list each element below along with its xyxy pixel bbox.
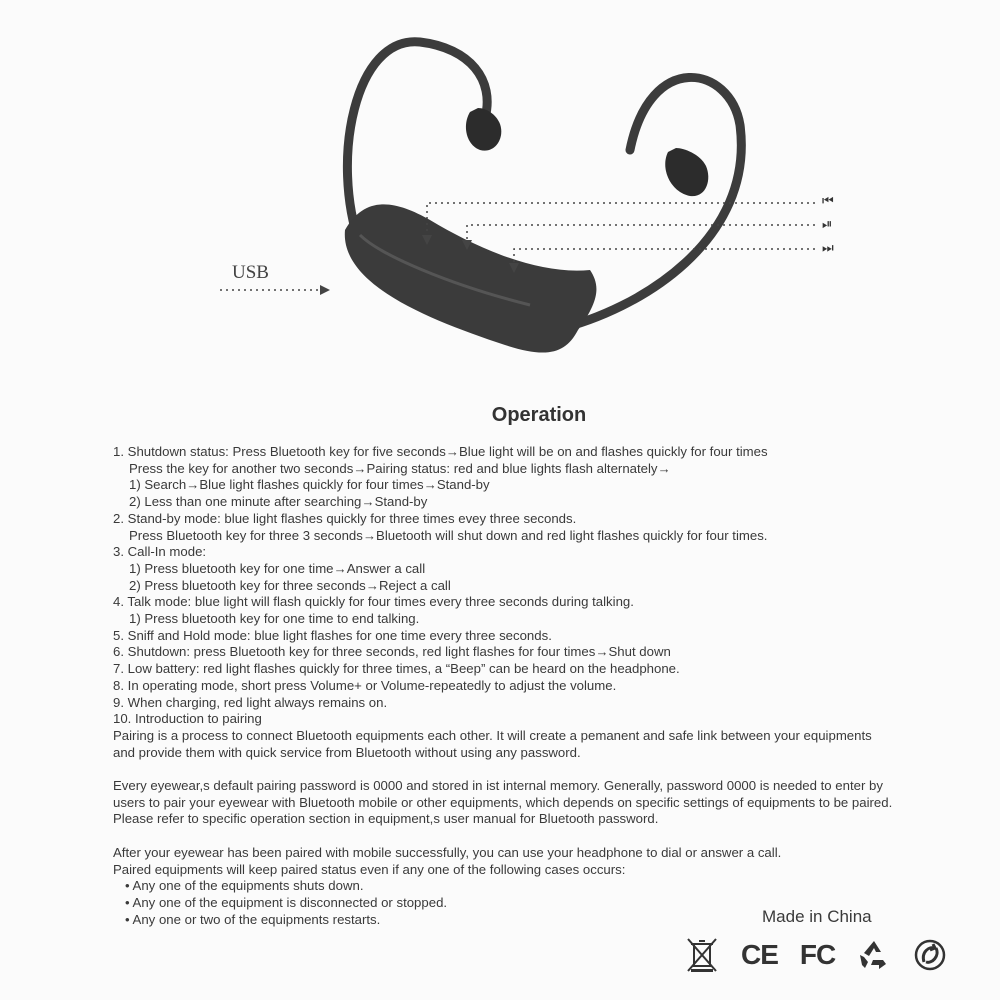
instruction-line: 2) Less than one minute after searching→Stand-by — [129, 494, 428, 510]
right-earbud — [665, 148, 708, 196]
next-track-icon: ⏭ — [822, 241, 832, 256]
instruction-line: • Any one of the equipments shuts down. — [125, 878, 364, 894]
instruction-line: 1) Press bluetooth key for one time to end talking. — [129, 611, 420, 627]
instruction-line: Pairing is a process to connect Bluetooth equipments each other. It will create a pemanent and safe link between your equipments — [113, 727, 872, 743]
instruction-line: 8. In operating mode, short press Volume+ or Volume-repeatedly to adjust the volume. — [113, 677, 617, 693]
instruction-line: Please refer to specific operation section in equipment,s user manual for Bluetooth password. — [113, 811, 659, 827]
instruction-line: users to pair your eyewear with Bluetooth mobile or other equipments, which depends on specific settings of equipments to be paired. — [113, 794, 893, 810]
instruction-line: 1) Press bluetooth key for one time→Answer a call — [129, 560, 426, 576]
instruction-line: Every eyewear,s default pairing password is 0000 and stored in ist internal memory. Generally, password 0000 is needed to enter by — [113, 778, 883, 794]
operation-instructions — [113, 444, 983, 928]
fc-mark: FC — [799, 939, 836, 970]
instruction-line: 9. When charging, red light always remains on. — [113, 694, 388, 710]
instruction-line: 6. Shutdown: press Bluetooth key for three seconds, red light flashes for four times→Shut down — [113, 644, 671, 660]
headphone-diagram — [0, 0, 1000, 390]
instruction-line: • Any one or two of the equipments restarts. — [125, 911, 381, 927]
recycle-icon — [857, 938, 891, 972]
instruction-line: 1) Search→Blue light flashes quickly for four times→Stand-by — [129, 477, 490, 493]
weee-bin-icon — [685, 937, 719, 973]
instruction-line: 10. Introduction to pairing — [113, 711, 262, 727]
instruction-line: After your eyewear has been paired with mobile successfully, you can use your headphone to dial or answer a call. — [113, 844, 782, 860]
instruction-line: Press Bluetooth key for three 3 seconds→Bluetooth will shut down and red light flashes quickly for four times. — [129, 527, 768, 543]
instruction-line: 2) Press bluetooth key for three seconds→Reject a call — [129, 577, 451, 593]
usb-label: USB — [232, 262, 269, 283]
instruction-line: and provide them with quick service from Bluetooth without using any password. — [113, 744, 581, 760]
instruction-line — [113, 761, 983, 778]
ce-mark: CE — [741, 939, 778, 970]
play-pause-icon: ⏯ — [822, 217, 831, 232]
instruction-line: Press the key for another two seconds→Pairing status: red and blue lights flash alternately→ — [129, 460, 671, 476]
instruction-line: 3. Call-In mode: — [113, 544, 207, 560]
instruction-line: • Any one of the equipment is disconnected or stopped. — [125, 894, 448, 910]
certification-marks — [685, 935, 947, 975]
instruction-line: 7. Low battery: red light flashes quickly for three times, a “Beep” can be heard on the headphone. — [113, 661, 680, 677]
previous-track-icon: ⏮ — [822, 194, 832, 209]
instruction-line — [113, 828, 983, 845]
neckband-housing — [345, 204, 597, 352]
green-dot-icon — [913, 938, 947, 972]
instruction-line: 1. Shutdown status: Press Bluetooth key for five seconds→Blue light will be on and flashes quickly for four times — [113, 444, 768, 459]
page-title: Operation — [491, 404, 587, 426]
instruction-line: Paired equipments will keep paired status even if any one of the following cases occurs: — [113, 861, 626, 877]
instruction-line: 2. Stand-by mode: blue light flashes quickly for three times evey three seconds. — [113, 510, 577, 526]
instruction-line: 4. Talk mode: blue light will flash quickly for four times every three seconds during talking. — [113, 594, 634, 610]
made-in-label: Made in China — [762, 907, 872, 926]
left-earbud — [466, 108, 501, 151]
instruction-line: 5. Sniff and Hold mode: blue light flashes for one time every three seconds. — [113, 627, 552, 643]
